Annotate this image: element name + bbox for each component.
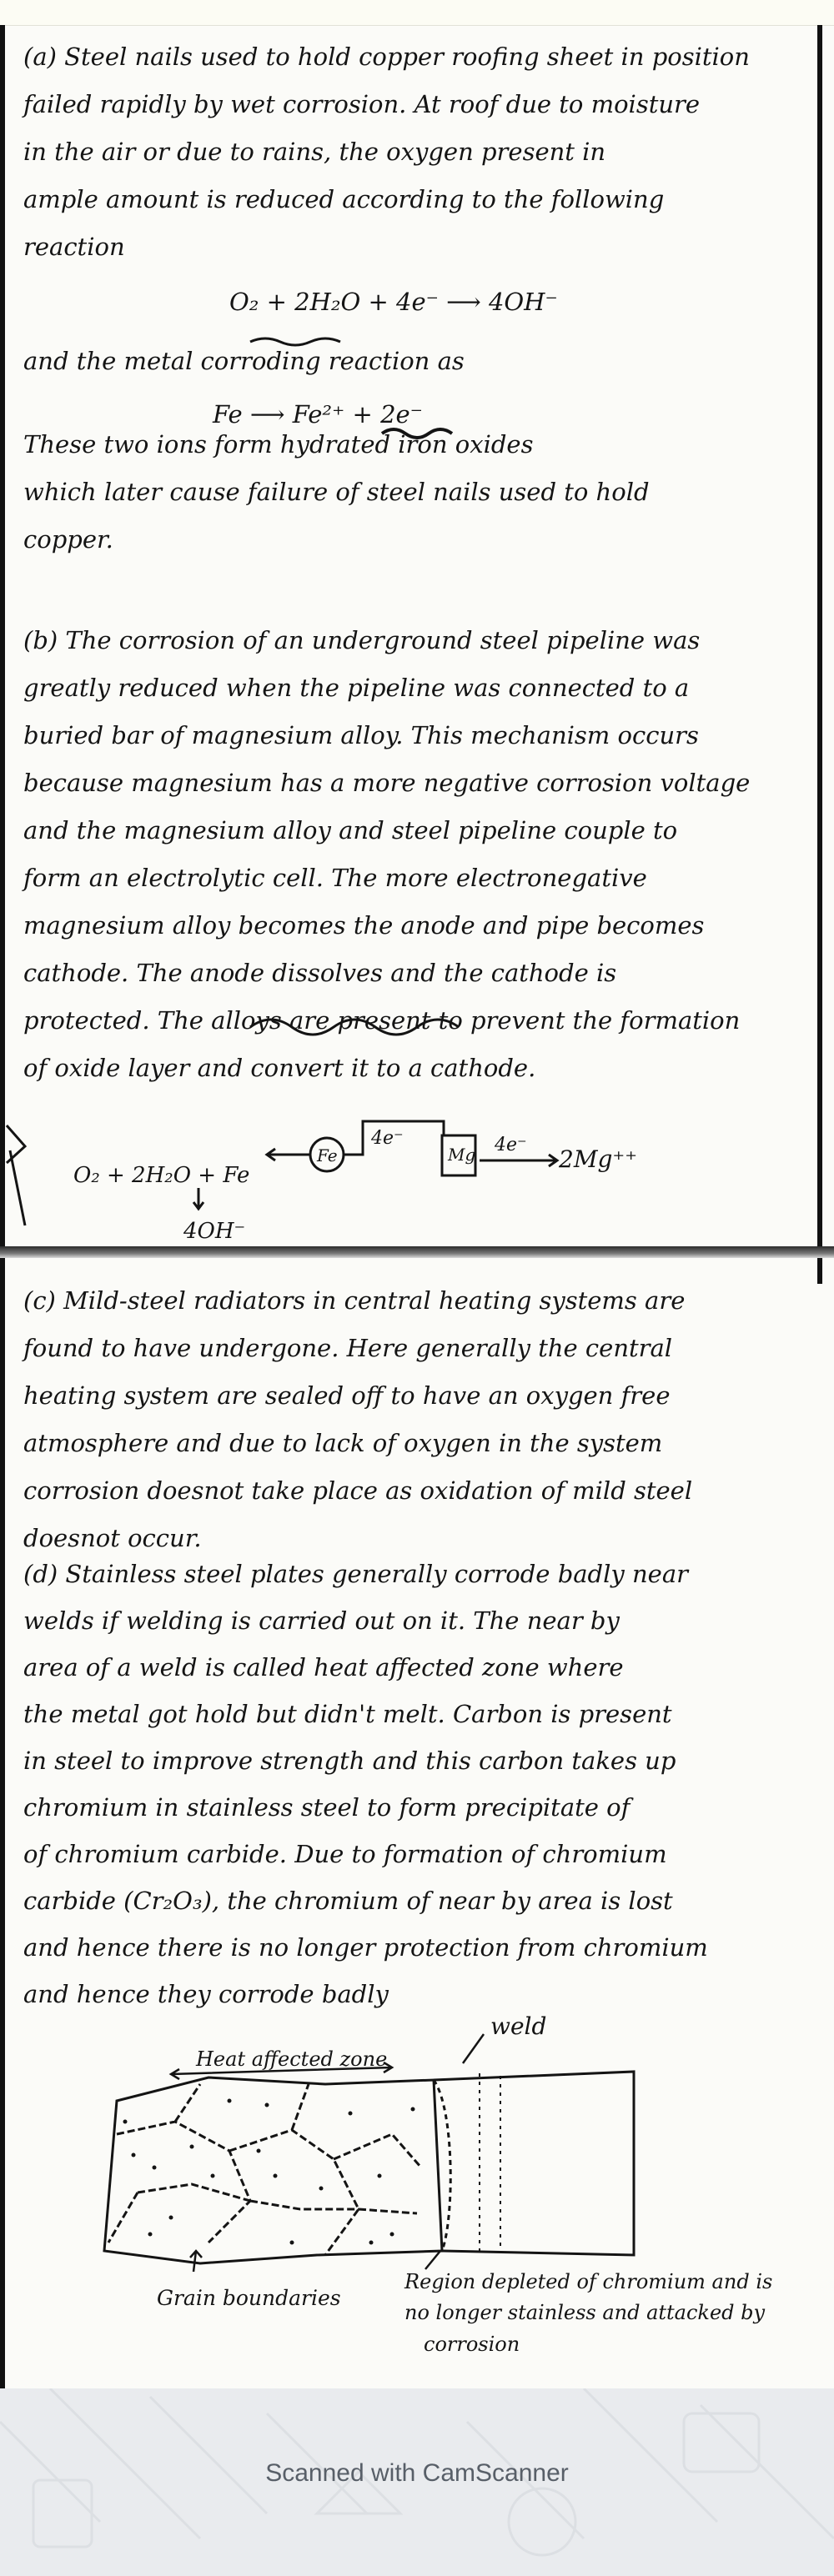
region-label-line-3: corrosion xyxy=(424,2333,520,2356)
answer-d-text: (d) Stainless steel plates generally corrode badly near welds if welding is carried out on it. The near by area of a weld is called heat affected zone where the metal got hold but didn't melt. Carbon is present in steel to improve strength and this carbon takes up chromium in stainless steel to form precipitate of of chromium carbide. Due to formation of chromium carbide (Cr₂O₃), the chromium of near by area is lost and hence there is no longer protection from chromium and hence they corrode badly xyxy=(23,1560,708,2008)
strike-scribble xyxy=(250,338,340,345)
region-label-line-1: Region depleted of chromium and is xyxy=(404,2270,773,2293)
answer-a-text: (a) Steel nails used to hold copper roofing sheet in position failed rapidly by wet corrosion. At roof due to moisture in the air or due to rains, the oxygen present in ample amount is reduced according to the following reaction xyxy=(23,43,750,261)
iron-oxidation-equation: Fe ⟶ Fe²⁺ + 2e⁻ xyxy=(213,400,423,428)
region-pointer xyxy=(425,2251,440,2269)
answer-b-text: (b) The corrosion of an underground steel pipeline was greatly reduced when the pipeline was connected to a buried bar of magnesium alloy. This mechanism occurs because magnesium has a more negative corrosion voltage and the magnesium alloy and steel pipeline couple to form an electrolytic cell. The more electronegative magnesium alloy becomes the anode and pipe becomes cathode. The anode dissolves and the cathode is protected. The alloys are present to prevent the formation of oxide layer and convert it to a cathode. xyxy=(23,626,751,1082)
wavy-underline xyxy=(250,1020,459,1035)
oxygen-reduction-equation: O₂ + 2H₂O + 4e⁻ ⟶ 4OH⁻ xyxy=(229,288,558,316)
region-depleted-label xyxy=(404,2270,779,2356)
electron-label-left: 4e⁻ xyxy=(371,1128,404,1149)
weld-pointer xyxy=(463,2034,484,2063)
mg-label: Mg xyxy=(448,1145,476,1165)
region-label-line-2: no longer stainless and attacked by xyxy=(404,2301,766,2324)
mg-ion-product: 2Mg⁺⁺ xyxy=(559,1145,637,1173)
arrow-to-fe xyxy=(267,1149,310,1160)
fe-label: Fe xyxy=(317,1145,338,1165)
camscanner-watermark: Scanned with CamScanner xyxy=(265,2459,569,2487)
heat-affected-zone-diagram xyxy=(104,2012,779,2356)
weld-label: weld xyxy=(490,2012,547,2040)
grain-boundaries-label: Grain boundaries xyxy=(157,2286,341,2310)
answer-c-text: (c) Mild-steel radiators in central heating systems are found to have undergone. Here generally the central heating system are sealed off to have an oxygen free atmosphere and due to lack of oxygen in the system corrosion doesnot take place as oxidation of mild steel doesnot occur. xyxy=(23,1286,693,1552)
cathodic-protection-diagram xyxy=(7,1121,637,1244)
strike-scribble xyxy=(382,429,452,438)
down-arrow xyxy=(193,1188,203,1209)
hydroxide-label: 4OH⁻ xyxy=(183,1219,246,1244)
grain-dots xyxy=(123,2099,415,2245)
weld-bead xyxy=(434,2072,634,2255)
grain-boundaries xyxy=(108,2084,421,2255)
reaction-left: O₂ + 2H₂O + Fe xyxy=(73,1163,250,1188)
electron-label-right: 4e⁻ xyxy=(495,1135,527,1155)
arrow-to-mg-ion xyxy=(480,1155,557,1166)
haz-label: Heat affected zone xyxy=(196,2047,388,2071)
answer-a-conclusion: These two ions form hydrated iron oxides which later cause failure of steel nails used to hold copper. xyxy=(23,430,650,554)
fusion-line xyxy=(434,2080,450,2251)
weld-ridges xyxy=(480,2073,500,2253)
pen-mark xyxy=(7,1125,25,1225)
answer-a-middle-text: and the metal corroding reaction as xyxy=(23,347,465,375)
